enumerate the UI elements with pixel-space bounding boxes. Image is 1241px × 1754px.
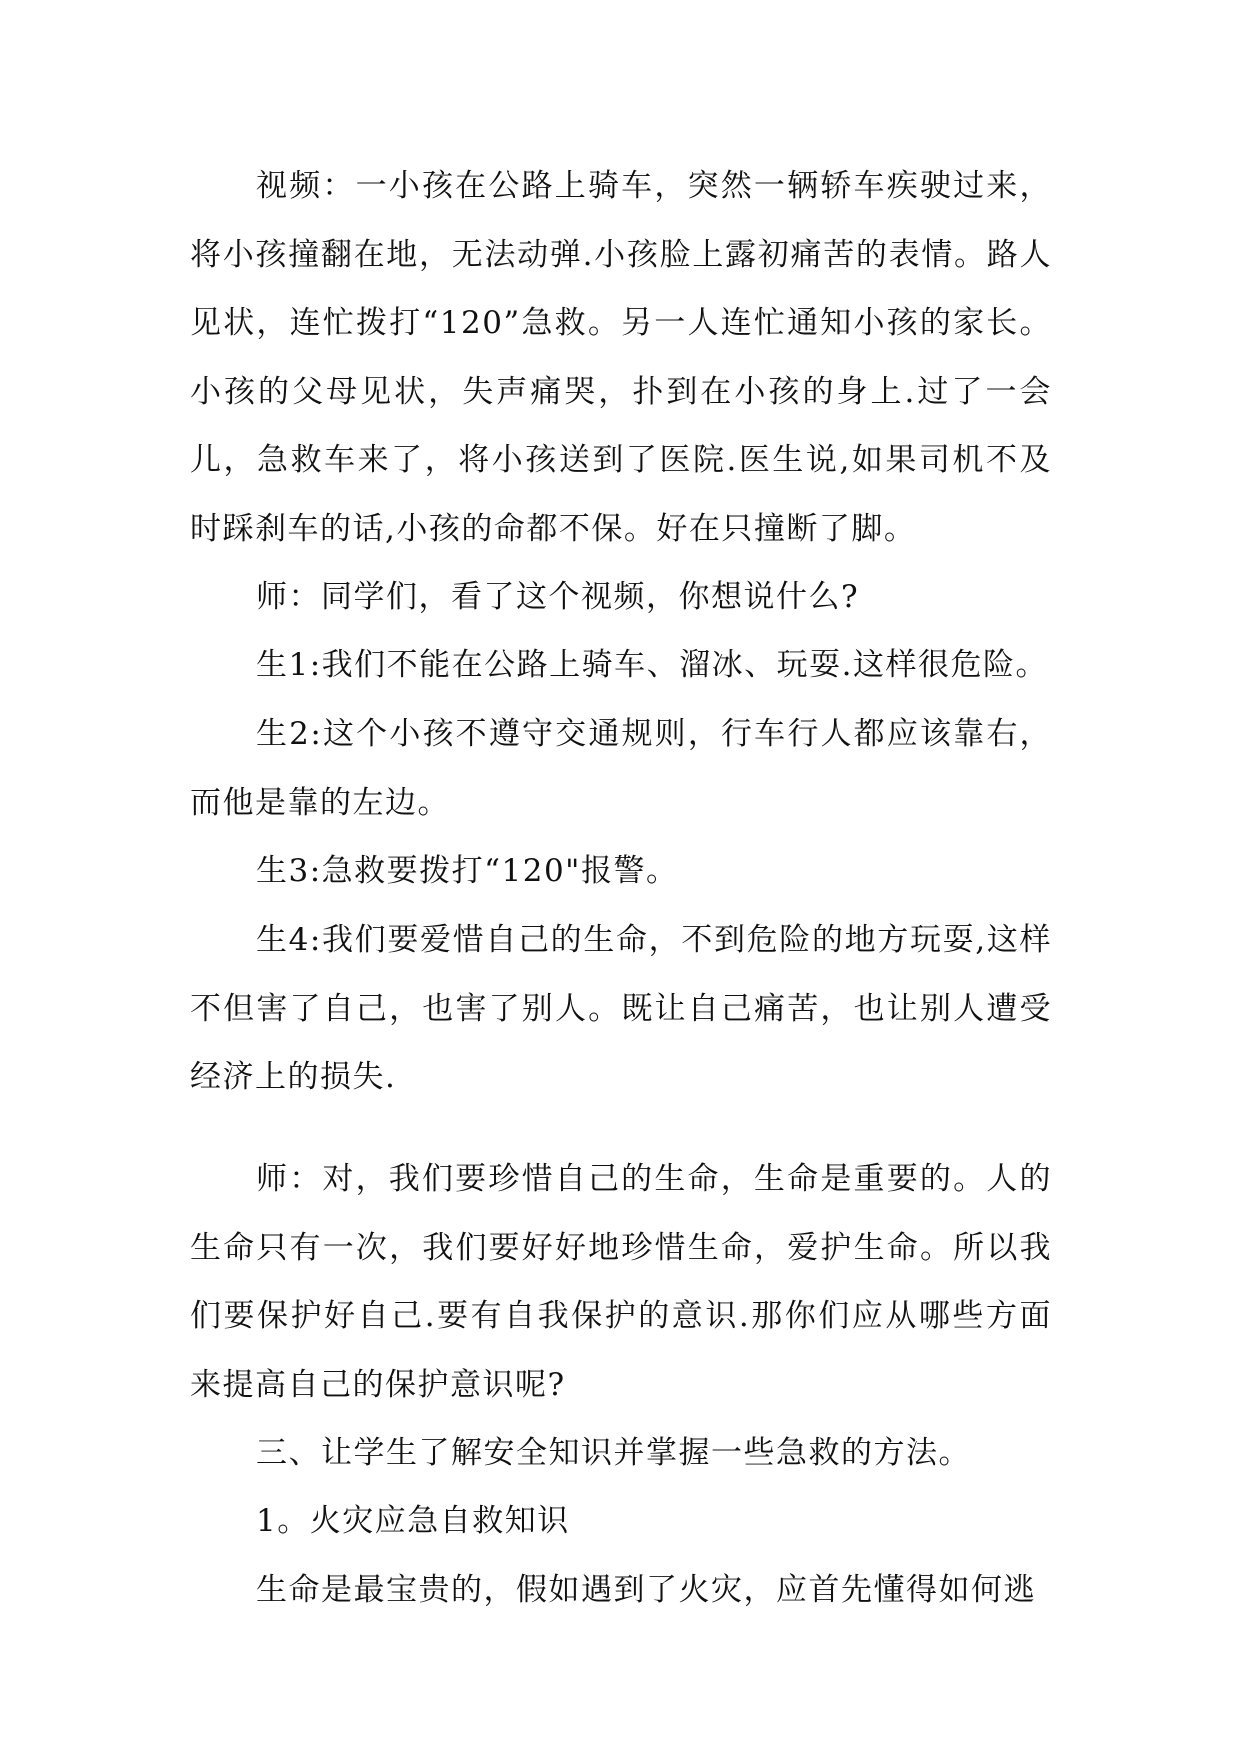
paragraph-teacher-question: 师：同学们，看了这个视频，你想说什么? xyxy=(256,579,860,615)
section-heading-safety-knowledge: 三、让学生了解安全知识并掌握一些急救的方法。 xyxy=(256,1435,971,1471)
paragraph-student-3: 生3:急救要拨打“120"报警。 xyxy=(256,853,679,889)
subheading-fire-self-rescue: 1。火灾应急自救知识 xyxy=(256,1503,570,1539)
paragraph-student-4: 生4:我们要爱惜自己的生命，不到危险的地方玩耍,这样不但害了自己，也害了别人。既让自己痛苦，也让别人遭受经济上的损失. xyxy=(190,922,1052,1096)
paragraph-student-1: 生1:我们不能在公路上骑车、溜冰、玩耍.这样很危险。 xyxy=(256,647,1049,683)
paragraph-fire-intro: 生命是最宝贵的，假如遇到了火灾，应首先懂得如何逃 xyxy=(256,1572,1036,1608)
paragraph-video-description: 视频：一小孩在公路上骑车，突然一辆轿车疾驶过来，将小孩撞翻在地，无法动弹.小孩脸上露初痛苦的表情。路人见状，连忙拨打“120”急救。另一人连忙通知小孩的家长。小孩的父母见状，失声痛哭，扑到在小孩的身上.过了一会儿，急救车来了，将小孩送到了医院.医生说,如果司机不及时踩刹车的话,小孩的命都不保。好在只撞断了脚。 xyxy=(190,168,1052,547)
paragraph-teacher-summary: 师：对，我们要珍惜自己的生命，生命是重要的。人的生命只有一次，我们要好好地珍惜生命，爱护生命。所以我们要保护好自己.要有自我保护的意识.那你们应从哪些方面来提高自己的保护意识呢? xyxy=(190,1161,1052,1403)
paragraph-student-2: 生2:这个小孩不遵守交通规则，行车行人都应该靠右，而他是靠的左边。 xyxy=(190,716,1052,821)
